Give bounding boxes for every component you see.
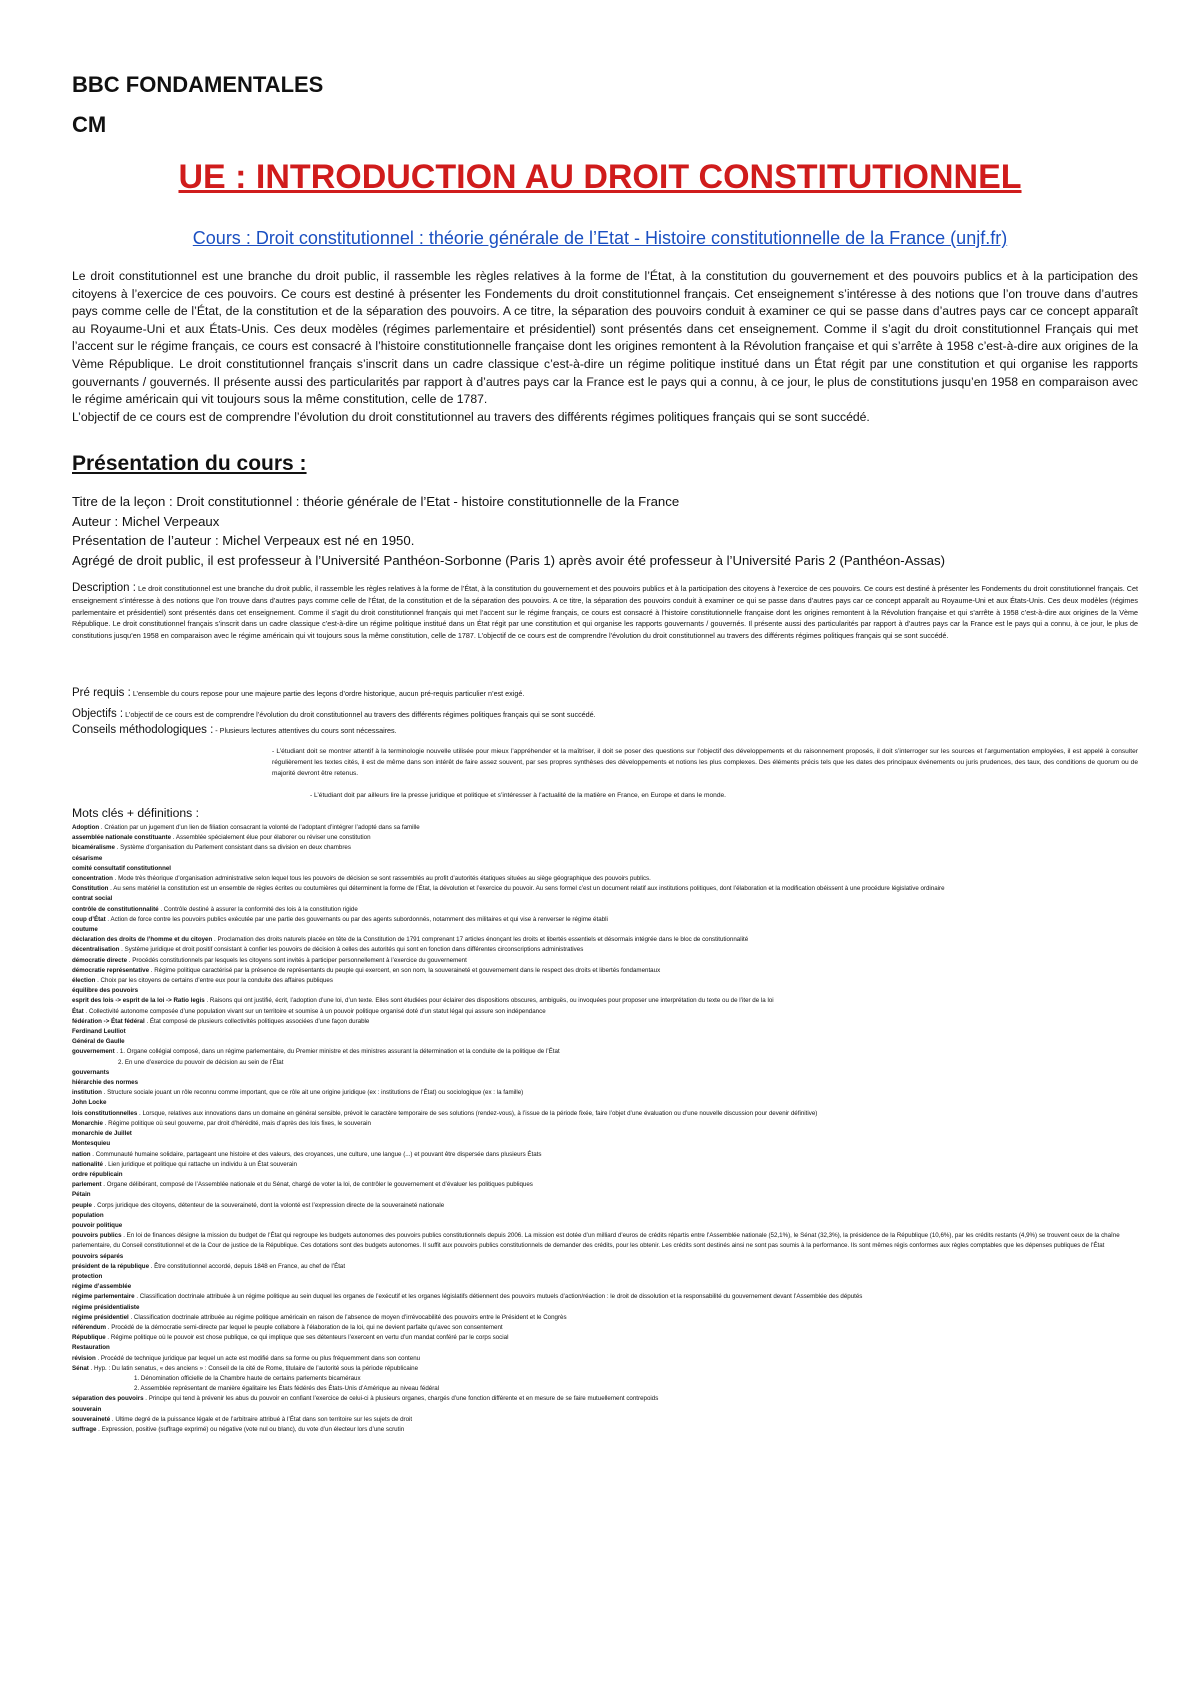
definition-term: ordre républicain xyxy=(72,1170,123,1178)
definition-entry xyxy=(72,1354,1138,1364)
definition-term: Restauration xyxy=(72,1344,110,1352)
definition-text: . Collectivité autonome composée d’une population vivant sur un territoire et soumise à un pouvoir politique organisé doté d’un statut légal qui assure son indépendance xyxy=(83,1007,546,1015)
definition-entry xyxy=(72,1343,1138,1353)
definition-term: contrat social xyxy=(72,895,113,903)
definition-term: pouvoirs séparés xyxy=(72,1252,124,1260)
definition-text: . Expression, positive (suffrage exprimé) ou négative (vote nul ou blanc), du vote d’un électeur lors d’une scrutin xyxy=(96,1425,405,1433)
course-info xyxy=(72,492,1138,570)
author-presentation: Présentation de l’auteur : Michel Verpeaux est né en 1950. xyxy=(72,533,415,548)
definition-text: . Lorsque, relatives aux innovations dans un domaine en général sensible, prévoit le caractère temporaire de ses solutions (rendez-vous), à l’issue de la période fixée, faire l’objet d’une évaluation ou d’une nouvelle discussion pour devenir définitive) xyxy=(137,1109,818,1117)
conseils-text: - Plusieurs lectures attentives du cours sont nécessaires. xyxy=(215,726,397,735)
keywords-heading: Mots clés + définitions : xyxy=(72,806,200,820)
header-line-2: CM xyxy=(72,112,107,137)
conseils-label: Conseils méthodologiques : xyxy=(72,724,214,736)
definition-term: population xyxy=(72,1211,104,1219)
definition-text: . 1. Organe collégial composé, dans un régime parlementaire, du Premier ministre et des ministres assurant la détermination et la conduite de la politique de l’État xyxy=(114,1048,560,1056)
definition-entry xyxy=(72,1129,1138,1139)
definition-entry xyxy=(72,1068,1138,1078)
definition-term: Pétain xyxy=(72,1191,91,1199)
definition-term: déclaration des droits de l’homme et du citoyen xyxy=(72,936,213,944)
definition-entry xyxy=(72,1415,1138,1425)
definition-term: président de la république xyxy=(72,1262,150,1270)
definition-entry xyxy=(72,823,1138,833)
definition-text: . Lien juridique et politique qui rattache un individu à un État souverain xyxy=(102,1160,297,1168)
definition-text: . Régime politique où le pouvoir est chose publique, ce qui implique que ses détenteurs l’exercent en vertu d’un mandat conféré par le corps social xyxy=(105,1334,509,1342)
definition-text: . Classification doctrinale attribuée au régime politique américain en raison de l’absence de moyen d’irrévocabilité des pouvoirs entre le Président et le Congrès xyxy=(128,1313,567,1321)
definition-text: . Au sens matériel la constitution est un ensemble de règles écrites ou coutumières qui déterminent la forme de l’État, la dévolution et l’exercice du pouvoir. Au sens formel c’est un document relatif aux institutions politiques, dont l’élaboration et la modification obéissent à une procédure législative ordinaire xyxy=(108,885,945,893)
definition-entry xyxy=(72,1047,1138,1057)
definition-term: comité consultatif constitutionnel xyxy=(72,864,172,872)
description-text: Le droit constitutionnel est une branche du droit public, il rassemble les règles relatives à la forme de l’État, à la constitution du gouvernement et des pouvoirs publics et à la participation des citoyens à l’exercice de ces pouvoirs. Ce cours est destiné à présenter les Fondements du droit constitutionnel français. Cet enseignement s’intéresse à des notions que l’on trouve dans d’autres pays comme celle de l’État, de la constitution et de la séparation des pouvoirs. A ce titre, la séparation des pouvoirs conduit à examiner ce qui se passe dans d’autres pays car ce concept apparaît au Royaume-Uni et aux États-Unis. Ces deux modèles (régimes parlementaire et présidentiel) sont présentés dans cet enseignement. Comme il s’agit du droit constitutionnel français qui met l’accent sur le régime français, ce cours est consacré à l’histoire constitutionnelle française dont les origines remontent à la Révolution française et qui s’arrête à 1958 c’est-à-dire aux origines de la Vème République. Le droit constitutionnel français s’inscrit dans un cadre classique c’est-à-dire un régime politique institué dans un État régit par une constitution et qui organise les rapports gouvernants / gouvernés. Il présente aussi des particularités par rapport à d’autres pays car la France est le pays qui a connu, à ce jour, le plus de constitutions jusqu’en 1958 en comparaison avec le régime américain qui vit toujours sous la même constitution, celle de 1787. L’objectif de ce cours est de comprendre l’évolution du droit constitutionnel au travers des différents régimes politiques français qui se sont succédé. xyxy=(72,584,1138,641)
definition-entry xyxy=(72,1272,1138,1282)
definition-text: . Raisons qui ont justifié, écrit, l’adoption d’une loi, d’un texte. Elles sont étudiées pour éclairer des dispositions obscures, ambiguës, ou invoquées pour proposer une interprétation du texte ou de l’iter de la loi xyxy=(204,997,774,1005)
definition-term: bicaméralisme xyxy=(72,844,115,852)
definition-text: . En loi de finances désigne la mission du budget de l’État qui regroupe les budgets autonomes des pouvoirs publics constitutionnels depuis 2006. La mission est dotée d’un milliard d’euros de crédits répartis entre l’Assemblée nationale (52,1%), le Sénat (32,3%), la présidence de la République (10,6%), par les crédits restants (4,9%) se trouvent ceux de la chaîne parlementaire, du Conseil constitutionnel et de la Cour de justice de la République. Ces dotations sont des budgets autonomes. Il suffit aux pouvoirs publics constitutionnels de demander des crédits, pour les obtenir. Les crédits sont destinés ainsi ne sont pas soumis à la performance. Ils sont mêmes régis conformes aux règles comptables que les dépenses publiques de l’État xyxy=(72,1232,1120,1250)
conseils-bullet-1: - L’étudiant doit se montrer attentif à la terminologie nouvelle utilisée pour mieux l’appréhender et la maîtriser, il doit se poser des questions sur l’objectif des développements et du raisonnement proposés, il doit s’interroger sur les sources et l’argumentation employées, il est appelé à consulter régulièrement les textes cités, il est de même dans son intérêt de faire assez souvent, par ses propres synthèses des développements et notions les plus complexes. Des éléments précis tels que les dates des principaux événements ou juris prudences, des taux, des conditions de quorum ou de majorité devront être retenus. xyxy=(272,748,1138,777)
definition-text: 2. En une d’exercice du pouvoir de décision au sein de l’État xyxy=(118,1058,284,1066)
definition-text: . État composé de plusieurs collectivités politiques associées d’une façon durable xyxy=(144,1017,370,1025)
definition-term: gouvernants xyxy=(72,1068,110,1076)
definition-term: État xyxy=(72,1007,84,1015)
definition-entry xyxy=(72,1098,1138,1108)
intro-text xyxy=(72,268,1138,426)
definition-entry xyxy=(72,1058,1138,1068)
definition-entry xyxy=(72,1384,1138,1394)
definition-entry xyxy=(72,905,1138,915)
definition-text: . Assemblée spécialement élue pour élaborer ou réviser une constitution xyxy=(171,834,371,842)
prerequis-text: L’ensemble du cours repose pour une majeure partie des leçons d’ordre historique, aucun pré-requis particulier n’est exigé. xyxy=(132,689,525,698)
definition-entry xyxy=(72,1150,1138,1160)
definition-term: démocratie directe xyxy=(72,956,128,964)
course-link[interactable]: Cours : Droit constitutionnel : théorie générale de l’Etat - Histoire constitutionnelle de la France (unjf.fr) xyxy=(192,228,1008,248)
definition-term: révision xyxy=(72,1354,96,1362)
definition-term: césarisme xyxy=(72,854,103,862)
definition-term: Constitution xyxy=(72,885,109,893)
definition-entry xyxy=(72,1109,1138,1119)
conseils-bullet-2: - L’étudiant doit par ailleurs lire la presse juridique et politique et s’intéresser à l’actualité de la matière en France, en Europe et dans le monde. xyxy=(310,792,727,799)
definition-entry xyxy=(72,915,1138,925)
definition-entry xyxy=(72,986,1138,996)
description-label: Description : xyxy=(72,582,136,594)
definition-entry xyxy=(72,1037,1138,1047)
definition-entry xyxy=(72,1262,1138,1272)
definition-entry xyxy=(72,1170,1138,1180)
definition-term: suffrage xyxy=(72,1425,97,1433)
definition-term: équilibre des pouvoirs xyxy=(72,987,139,995)
definition-entry xyxy=(72,1282,1138,1292)
header-line-1: BBC FONDAMENTALES xyxy=(72,72,324,97)
definition-text: . Système d’organisation du Parlement consistant dans sa division en deux chambres xyxy=(115,844,351,852)
definition-entry xyxy=(72,1292,1138,1302)
definition-term: pouvoir politique xyxy=(72,1221,123,1229)
description-block xyxy=(72,583,1138,642)
definition-term: Montesquieu xyxy=(72,1140,111,1148)
definition-term: monarchie de Juillet xyxy=(72,1130,132,1138)
intro-objective: L’objectif de ce cours est de comprendre l’évolution du droit constitutionnel au travers des différents régimes politiques français qui se sont succédé. xyxy=(72,409,870,424)
definition-entry xyxy=(72,864,1138,874)
definition-term: République xyxy=(72,1334,106,1342)
definition-term: institution xyxy=(72,1089,102,1097)
definition-entry xyxy=(72,1221,1138,1231)
definition-text: . Structure sociale jouant un rôle reconnu comme important, que ce rôle ait une origine juridique (ex : institutions de l’État) ou sociologique (ex : la famille) xyxy=(101,1089,524,1097)
definition-text: . Création par un jugement d’un lien de filiation consacrant la volonté de l’adoptant d’intégrer l’adopté dans sa famille xyxy=(99,824,420,831)
definition-term: assemblée nationale constituante xyxy=(72,834,172,842)
definition-term: lois constitutionnelles xyxy=(72,1109,138,1117)
definition-text: . Communauté humaine solidaire, partageant une histoire et des valeurs, des croyances, une culture, une langue (...) et pouvant être dispersée dans plusieurs États xyxy=(90,1150,542,1158)
definition-term: parlement xyxy=(72,1181,102,1189)
definition-entry xyxy=(72,1211,1138,1221)
definition-entry xyxy=(72,1364,1138,1374)
definition-entry xyxy=(72,935,1138,945)
definition-entry xyxy=(72,1078,1138,1088)
definition-term: démocratie représentative xyxy=(72,966,150,974)
definition-entry xyxy=(72,843,1138,853)
definition-term: régime présidentialiste xyxy=(72,1303,140,1311)
definition-entry xyxy=(72,884,1138,894)
definition-term: souveraineté xyxy=(72,1415,111,1423)
definition-term: Ferdinand Leulliot xyxy=(72,1028,126,1036)
definition-text: . Procédés constitutionnels par lesquels les citoyens sont invités à participer personnellement à l’exercice du gouvernement xyxy=(127,956,467,964)
definition-term: esprit des lois -> esprit de la loi -> Ratio legis xyxy=(72,997,205,1005)
objectifs-row xyxy=(72,709,1138,720)
definition-entry xyxy=(72,854,1138,864)
definition-entry xyxy=(72,1405,1138,1415)
definition-text: . Organe délibérant, composé de l’Assemblée nationale et du Sénat, chargé de voter la loi, de contrôler le gouvernement et d’évaluer les politiques publiques xyxy=(101,1181,533,1189)
definition-text: . Régime politique caractérisé par la présence de représentants du peuple qui exercent, en son nom, la souveraineté et gouvernement dans le respect des droits et libertés fondamentaux xyxy=(149,966,661,974)
definition-term: Sénat xyxy=(72,1364,89,1372)
definition-entry xyxy=(72,1374,1138,1384)
definition-text: . Procédé de la démocratie semi-directe par lequel le peuple collabore à l’élaboration de la loi, qui ne devient parfaite qu’avec son consentement xyxy=(106,1323,503,1331)
prerequis-label: Pré requis : xyxy=(72,687,131,699)
definition-term: séparation des pouvoirs xyxy=(72,1395,144,1403)
definition-term: nation xyxy=(72,1150,91,1158)
objectifs-text: L’objectif de ce cours est de comprendre l’évolution du droit constitutionnel au travers des différents régimes politiques français qui se sont succédé. xyxy=(125,710,596,719)
intro-paragraph: Le droit constitutionnel est une branche du droit public, il rassemble les règles relatives à la forme de l’État, à la constitution du gouvernement et des pouvoirs publics et à la participation des citoyens à l’exercice de ces pouvoirs. Ce cours est destiné à présenter les Fondements du droit constitutionnel français. Cet enseignement s’intéresse à des notions que l’on trouve dans d’autres pays comme celle de l’État, de la constitution et de la séparation des pouvoirs. A ce titre, la séparation des pouvoirs conduit à examiner ce qui se passe dans d’autres pays car ce concept apparaît au Royaume-Uni et aux États-Unis. Ces deux modèles (régimes parlementaire et présidentiel) sont présentés dans cet enseignement. Comme il s’agit du droit constitutionnel Français qui met l’accent sur le régime français, ce cours est consacré à l’histoire constitutionnelle française dont les origines remontent à la Révolution française et qui s’arrête à 1958 c’est-à-dire aux origines de la Vème République. Le droit constitutionnel français s’inscrit dans un cadre classique c’est-à-dire un régime politique institué dans un État régit par une constitution et qui organise les rapports gouvernants / gouvernés. Il présente aussi des particularités par rapport à d’autres pays car la France est le pays qui a connu, à ce jour, le plus de constitutions jusqu’en 1958 en comparaison avec le régime américain qui vit toujours sous la même constitution, celle de 1787. xyxy=(72,269,1138,407)
definition-text: . Mode très théorique d’organisation administrative selon lequel tous les pouvoirs de décision se sont rassemblés au profit d’autorités étatiques situées au siège géographique des pouvoirs publics. xyxy=(112,875,651,883)
definition-entry xyxy=(72,1303,1138,1313)
definition-term: régime parlementaire xyxy=(72,1293,135,1301)
definition-term: nationalité xyxy=(72,1160,103,1168)
lesson-title: Titre de la leçon : Droit constitutionnel : théorie générale de l’Etat - histoire constitutionnelle de la France xyxy=(72,494,680,509)
definition-term: John Locke xyxy=(72,1099,107,1107)
definition-text: . Procédé de technique juridique par lequel un acte est modifié dans sa forme ou plus fréquemment dans son contenu xyxy=(95,1354,421,1362)
definition-entry xyxy=(72,1027,1138,1037)
definition-text: . Proclamation des droits naturels placée en tête de la Constitution de 1791 comprenant 17 articles énonçant les droits et libertés essentiels et désormais intégrée dans le bloc de constitutionnalité xyxy=(212,936,749,944)
definition-text: . Hyp. : Du latin senatus, « des anciens » : Conseil de la cité de Rome, titulaire de l’autorité sous la période républicaine xyxy=(88,1364,419,1372)
definition-term: régime présidentiel xyxy=(72,1313,129,1321)
prerequis-row xyxy=(72,688,1138,699)
definition-entry xyxy=(72,925,1138,935)
definition-entry xyxy=(72,1180,1138,1190)
definition-term: protection xyxy=(72,1272,103,1280)
definition-entry xyxy=(72,1252,1138,1262)
definition-text: . Ultime degré de la puissance légale et de l’arbitraire attribué à l’État dans son territoire sur les sujets de droit xyxy=(110,1415,413,1423)
conseils-row xyxy=(72,725,1138,736)
definition-entry xyxy=(72,1190,1138,1200)
definition-text: 1. Dénomination officielle de la Chambre haute de certains parlements bicaméraux xyxy=(134,1374,361,1382)
definition-term: décentralisation xyxy=(72,946,120,954)
definition-term: souverain xyxy=(72,1405,102,1413)
definition-text: . Système juridique et droit positif consistant à confier les pouvoirs de décision à celles des autorités qui sont en fonction dans différentes circonscriptions administratives xyxy=(119,946,584,954)
definition-text: . Action de force contre les pouvoirs publics exécutée par une partie des gouvernants ou par des agents subordonnés, notamment des militaires et qui vise à renverser le régime établi xyxy=(105,915,608,923)
definition-entry xyxy=(72,894,1138,904)
definition-term: contrôle de constitutionnalité xyxy=(72,905,159,913)
definition-term: hiérarchie des normes xyxy=(72,1079,139,1087)
definition-term: pouvoirs publics xyxy=(72,1232,122,1240)
definition-term: fédération -> État fédéral xyxy=(72,1017,145,1025)
definition-term: Adoption xyxy=(72,824,100,831)
definition-entry xyxy=(72,945,1138,955)
author: Auteur : Michel Verpeaux xyxy=(72,513,220,529)
definition-entry xyxy=(72,1313,1138,1323)
author-details: Agrégé de droit public, il est professeur à l’Université Panthéon-Sorbonne (Paris 1) après avoir été professeur à l’Université Paris 2 (Panthéon-Assas) xyxy=(72,552,946,568)
definition-text: . Principe qui tend à prévenir les abus du pouvoir en confiant l’exercice de celui-ci à plusieurs organes, chargés d’une fonction différente et en mesure de se faire mutuellement contrepoids xyxy=(143,1395,659,1403)
definition-entry xyxy=(72,996,1138,1006)
definition-term: coup d’État xyxy=(72,915,106,923)
definition-entry xyxy=(72,1088,1138,1098)
definition-term: Général de Gaulle xyxy=(72,1038,125,1046)
definition-entry xyxy=(72,1160,1138,1170)
definition-text: . Régime politique où seul gouverne, par droit d’hérédité, mais d’après des lois fixes, le souverain xyxy=(102,1119,371,1127)
definition-entry xyxy=(72,1425,1138,1435)
definition-entry xyxy=(72,833,1138,843)
definition-term: élection xyxy=(72,977,96,985)
definition-entry xyxy=(72,956,1138,966)
definition-term: coutume xyxy=(72,926,98,934)
definition-term: peuple xyxy=(72,1201,92,1209)
definition-term: concentration xyxy=(72,875,113,883)
objectifs-label: Objectifs : xyxy=(72,708,124,720)
definition-text: . Corps juridique des citoyens, détenteur de la souveraineté, dont la volonté est l’expression directe de la souveraineté nationale xyxy=(91,1201,445,1209)
definition-term: référendum xyxy=(72,1323,107,1331)
definition-text: . Classification doctrinale attribuée à un régime politique au sein duquel les organes de l’exécutif et les organes législatifs détiennent des pouvoirs mutuels d’action/réaction : le droit de dissolution et la responsabilité du gouvernement devant l’Assemblée des députés xyxy=(134,1293,863,1301)
document-title: UE : INTRODUCTION AU DROIT CONSTITUTIONNEL xyxy=(178,158,1022,196)
definition-entry xyxy=(72,1201,1138,1211)
definition-entry xyxy=(72,1394,1138,1404)
definition-entry xyxy=(72,1139,1138,1149)
definition-text: . Choix par les citoyens de certains d’entre eux pour la conduite des affaires publiques xyxy=(95,977,333,985)
definition-entry xyxy=(72,966,1138,976)
definition-term: régime d’assemblée xyxy=(72,1283,132,1291)
definition-entry xyxy=(72,976,1138,986)
definition-entry xyxy=(72,1231,1138,1251)
definition-entry xyxy=(72,1119,1138,1129)
definition-text: 2. Assemblée représentant de manière égalitaire les États fédérés des États-Unis d’Amérique au niveau fédéral xyxy=(134,1385,440,1393)
definition-entry xyxy=(72,1323,1138,1333)
definition-entry xyxy=(72,1017,1138,1027)
section-heading: Présentation du cours : xyxy=(72,452,307,475)
keywords-list xyxy=(72,823,1138,1435)
definition-text: . Être constitutionnel accordé, depuis 1848 en France, au chef de l’État xyxy=(149,1262,346,1270)
definition-term: Monarchie xyxy=(72,1119,103,1127)
definition-entry xyxy=(72,1007,1138,1017)
definition-entry xyxy=(72,1333,1138,1343)
definition-text: . Contrôle destiné à assurer la conformité des lois à la constitution rigide xyxy=(158,905,358,913)
definition-entry xyxy=(72,874,1138,884)
definition-term: gouvernement xyxy=(72,1048,115,1056)
